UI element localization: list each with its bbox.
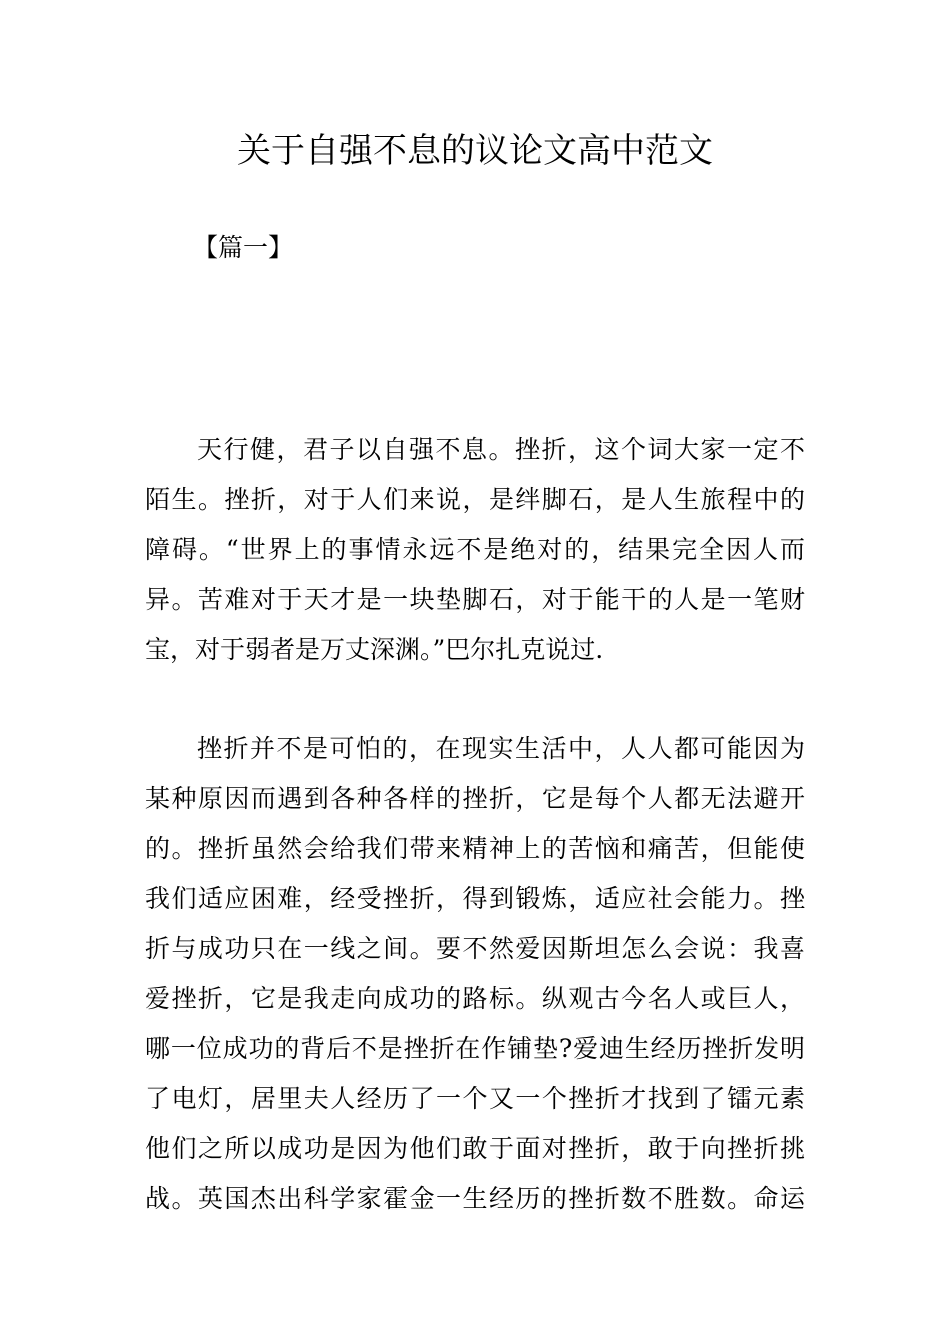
paragraph-line: 宝，对于弱者是万丈深渊。”巴尔扎克说过. xyxy=(145,635,604,664)
paragraph-line: 挫折并不是可怕的，在现实生活中，人人都可能因为 xyxy=(197,734,805,763)
paragraph-line: 他们之所以成功是因为他们敢于面对挫折，敢于向挫折挑 xyxy=(145,1134,805,1163)
paragraph-line: 某种原因而遇到各种各样的挫折，它是每个人都无法避开 xyxy=(145,784,805,813)
paragraph-line: 我们适应困难，经受挫折，得到锻炼，适应社会能力。挫 xyxy=(145,884,805,913)
paragraph-line: 异。苦难对于天才是一块垫脚石，对于能干的人是一笔财 xyxy=(145,585,805,614)
paragraph-2 xyxy=(145,724,805,1224)
paragraph-line: 的。挫折虽然会给我们带来精神上的苦恼和痛苦，但能使 xyxy=(145,834,805,863)
paragraph-line: 哪一位成功的背后不是挫折在作铺垫?爱迪生经历挫折发明 xyxy=(145,1034,805,1063)
paragraph-line: 爱挫折，它是我走向成功的路标。纵观古今名人或巨人， xyxy=(145,984,805,1013)
paragraph-line: 折与成功只在一线之间。要不然爱因斯坦怎么会说：我喜 xyxy=(145,934,805,963)
paragraph-line: 战。英国杰出科学家霍金一生经历的挫折数不胜数。命运 xyxy=(145,1184,805,1213)
paragraph-line: 了电灯，居里夫人经历了一个又一个挫折才找到了镭元素 xyxy=(145,1084,805,1113)
document-title: 关于自强不息的议论文高中范文 xyxy=(237,131,713,171)
paragraph-line: 陌生。挫折，对于人们来说，是绊脚石，是人生旅程中的 xyxy=(145,485,805,514)
paragraph-line: 天行健，君子以自强不息。挫折，这个词大家一定不 xyxy=(197,435,805,464)
section-heading: 【篇一】 xyxy=(193,233,294,262)
paragraph-1 xyxy=(145,425,805,675)
paragraph-line: 障碍。“世界上的事情永远不是绝对的，结果完全因人而 xyxy=(145,535,805,564)
